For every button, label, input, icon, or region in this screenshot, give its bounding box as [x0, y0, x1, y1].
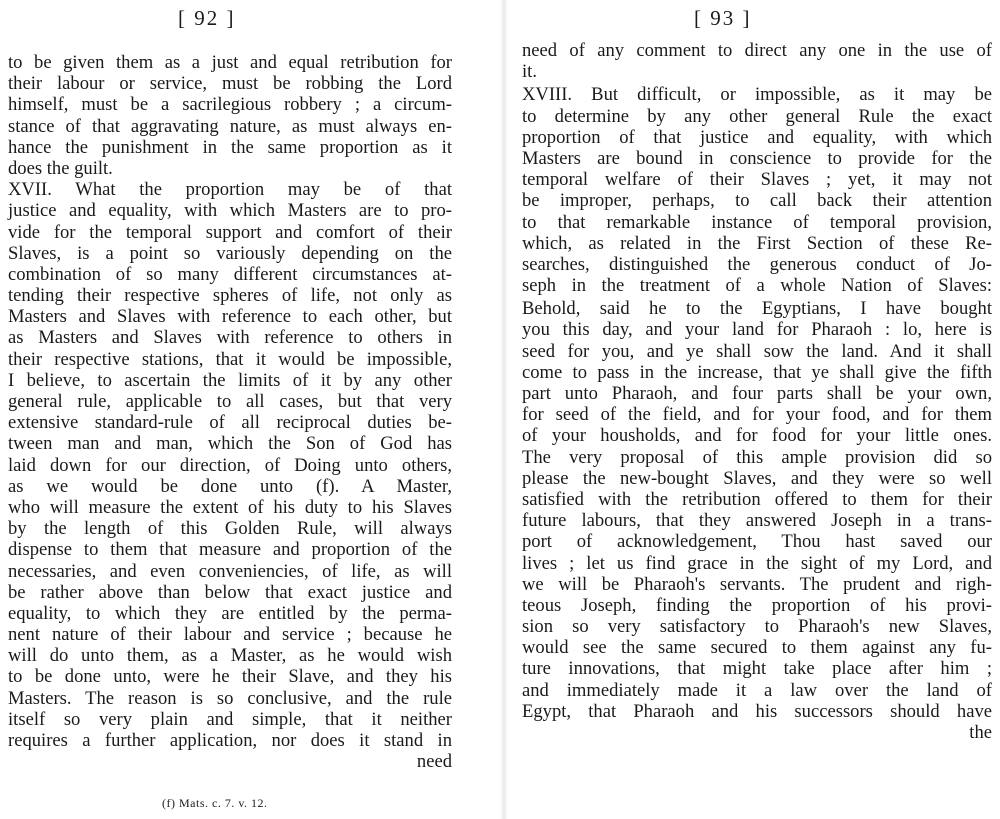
text-line: would see the same secured to them against any fu-	[522, 637, 992, 659]
text-line: who will measure the extent of his duty to his Slaves	[8, 496, 452, 518]
text-line: requires a further application, nor does it stand in	[8, 730, 452, 751]
text-line: tween man and man, which the Son of God has	[8, 433, 452, 455]
text-line: need of any comment to direct any one in the use of	[522, 40, 992, 61]
text-line: ture innovations, that might take place after him ;	[522, 658, 992, 680]
text-line: Masters and Slaves with reference to each other, but	[8, 306, 452, 328]
text-line: extensive standard-rule of all reciprocal duties be-	[8, 412, 452, 434]
text-line: as we would be done unto (f). A Master,	[8, 475, 452, 497]
text-line: hance the punishment in the same proportion as it	[8, 136, 452, 158]
page-text	[522, 40, 992, 743]
text-line: will do unto them, as a Master, as he would wish	[8, 645, 452, 667]
text-line: be improper, perhaps, to call back their attention	[522, 190, 992, 212]
text-line: Behold, said he to the Egyptians, I have bought	[522, 298, 992, 320]
text-line: Masters are bound in conscience to provide for the	[522, 147, 992, 169]
book-gutter	[500, 0, 508, 819]
page-number: [ 93 ]	[694, 6, 752, 30]
catchword: need	[416, 751, 452, 773]
text-line: stance of that aggravating nature, as must always en-	[8, 115, 452, 137]
text-line: laid down for our direction, of Doing unto others,	[8, 454, 452, 476]
text-line: tending their respective spheres of life, not only as	[8, 285, 452, 307]
text-line: we will be Pharaoh's servants. The prudent and righ-	[522, 573, 992, 595]
text-line: it.	[522, 61, 537, 83]
text-line: himself, must be a sacrilegious robbery ; a circum-	[8, 94, 452, 116]
text-line: of your housholds, and for food for your little ones.	[522, 425, 992, 447]
text-line: dispense to them that measure and proportion of the	[8, 539, 452, 561]
text-line: please the new-bought Slaves, and they were so well	[522, 467, 992, 489]
text-line: searches, distinguished the generous conduct of Jo-	[522, 253, 992, 275]
text-line: combination of so many different circumstances at-	[8, 263, 452, 285]
text-line: does the guilt.	[8, 157, 113, 179]
text-line: justice and equality, with which Masters are to pro-	[8, 200, 452, 222]
text-line: as Masters and Slaves with reference to others in	[8, 327, 452, 349]
text-line: itself so very plain and simple, that it neither	[8, 708, 452, 730]
text-line: be rather above than below that exact justice and	[8, 581, 452, 603]
text-line: XVII. What the proportion may be of that	[8, 179, 452, 201]
text-line: necessaries, and even conveniencies, of life, as will	[8, 560, 452, 582]
text-line: nent nature of their labour and service ; because he	[8, 624, 452, 646]
text-line: to be done unto, were he their Slave, and they his	[8, 666, 452, 688]
text-line: XVIII. But difficult, or impossible, as it may be	[522, 84, 992, 106]
text-line: general rule, applicable to all cases, but that very	[8, 391, 452, 412]
text-line: The very proposal of this ample provision did so	[522, 446, 992, 468]
text-line: equality, to which they are entitled by the perma-	[8, 602, 452, 624]
text-line: vide for the temporal support and comfort of their	[8, 221, 452, 243]
text-line: seph in the treatment of a whole Nation of Slaves:	[522, 275, 992, 297]
catchword: the	[969, 722, 992, 743]
text-line: teous Joseph, finding the proportion of his provi-	[522, 594, 992, 616]
text-line: port of acknowledgement, Thou hast saved our	[522, 531, 992, 553]
text-line: for seed of the field, and for your food, and for them	[522, 404, 992, 426]
text-line: to that remarkable instance of temporal provision,	[522, 211, 992, 233]
footnote: (f) Mats. c. 7. v. 12.	[162, 796, 268, 810]
text-line: to be given them as a just and equal retribution for	[8, 52, 452, 73]
text-line: I believe, to ascertain the limits of it by any other	[8, 369, 452, 391]
text-line: part unto Pharaoh, and four parts shall be your own,	[522, 383, 992, 404]
text-line: satisfied with the retribution offered to them for their	[522, 488, 992, 510]
text-line: future labours, that they answered Joseph in a trans-	[522, 510, 992, 532]
text-line: to determine by any other general Rule the exact	[522, 105, 992, 127]
text-line: temporal welfare of their Slaves ; yet, it may not	[522, 169, 992, 191]
text-line: Egypt, that Pharaoh and his successors should have	[522, 700, 992, 722]
text-line: proportion of that justice and equality, with which	[522, 126, 992, 148]
text-line: which, as related in the First Section of these Re-	[522, 232, 992, 254]
text-line: seed for you, and ye shall sow the land. And it shall	[522, 340, 992, 362]
text-line: Slaves, is a point so variously depending on the	[8, 242, 452, 264]
text-line: their labour or service, must be robbing the Lord	[8, 73, 452, 95]
text-line: lives ; let us find grace in the sight of my Lord, and	[522, 552, 992, 574]
text-line: come to pass in the increase, that ye shall give the fifth	[522, 361, 992, 383]
text-line: by the length of this Golden Rule, will always	[8, 518, 452, 540]
text-line: you this day, and your land for Pharaoh : lo, here is	[522, 319, 992, 341]
text-line: Masters. The reason is so conclusive, and the rule	[8, 687, 452, 709]
text-line: their respective stations, that it would be impossible,	[8, 348, 452, 370]
right-page	[508, 0, 1000, 819]
page-number: [ 92 ]	[178, 6, 236, 30]
text-line: and immediately made it a law over the land of	[522, 679, 992, 701]
text-line: sion so very satisfactory to Pharaoh's new Slaves,	[522, 616, 992, 638]
page-text	[8, 52, 452, 772]
